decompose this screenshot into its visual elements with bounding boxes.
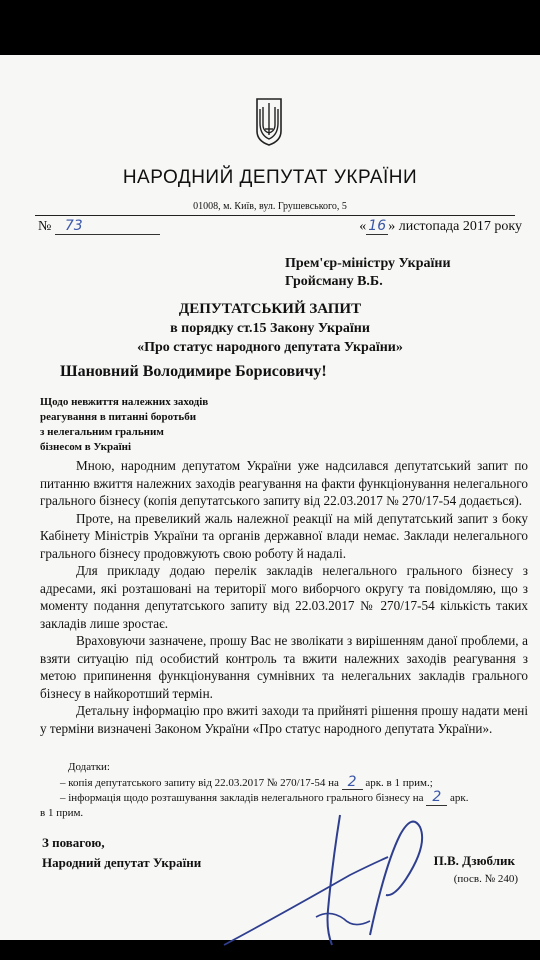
body-paragraph: Проте, на превеликий жаль належної реакції на мій депутатський запит з боку Кабінету Міністрів України та органів державної влади немає. Заклади нелегального грального бізнесу продовжують свою роботу й надалі. <box>40 510 528 561</box>
certificate-number: (посв. № 240) <box>453 873 518 885</box>
subject-line: реагування в питанні боротьби <box>40 411 197 423</box>
request-title: ДЕПУТАТСЬКИЙ ЗАПИТ <box>178 301 362 317</box>
trident-emblem-icon <box>254 95 284 147</box>
closing-title: Народний депутат України <box>42 855 202 870</box>
attachment-text: – копія депутатського запиту від 22.03.2017 № 270/17-54 на <box>60 776 339 789</box>
request-law: «Про статус народного депутата України» <box>137 340 403 355</box>
attachments-label: Додатки: <box>68 761 110 773</box>
outgoing-number <box>38 218 160 235</box>
request-heading <box>0 300 540 357</box>
body-paragraph: Детальну інформацію про вжиті заходи та прийняті рішення прошу надати мені у терміни визначені Законом України «Про статус народного депутата України». <box>40 703 528 736</box>
addressee-block <box>285 255 451 291</box>
body-paragraph: Для прикладу додаю перелік закладів нелегального грального бізнесу з адресами, які розташовані на території мого виборчого округу та повідомляю, що з моменту подання депутатського запиту від 22.03.2017 № 270/17-54 кількість таких закладів лише зростає. <box>40 563 528 631</box>
addressee-name: Гройсману В.Б. <box>285 274 383 289</box>
request-basis: в порядку ст.15 Закону України <box>170 321 370 336</box>
header-divider <box>35 215 515 216</box>
body-paragraph: Враховуючи зазначене, прошу Вас не зволікати з вирішенням даної проблеми, а взяти ситуацію під особистий контроль та вжити належних заходів реагування з метою припинення функціонування сумнівних та нелегальних закладів грального бізнесу в найкоротший термін. <box>40 633 528 701</box>
subject-line: бізнесом в Україні <box>40 441 132 453</box>
subject-line: з нелегальним гральним <box>40 426 164 438</box>
attachment-item <box>40 775 530 791</box>
subject-block <box>40 395 208 455</box>
document-title: НАРОДНИЙ ДЕПУТАТ УКРАЇНИ <box>122 167 418 188</box>
signer-name: П.В. Дзюблик <box>433 853 515 868</box>
body-paragraph: Мною, народним депутатом України уже надсилався депутатський запит по питанню вжиття належних заходів реагування на факти функціонування нелегального грального бізнесу (копія депутатського запиту від 22.03.2017 № 270/17-54 додається). <box>40 458 528 508</box>
attachment-sheets-handwritten: 2 <box>426 790 447 806</box>
closing-regards: З повагою, <box>42 835 105 850</box>
document-date <box>359 218 522 235</box>
greeting: Шановний Володимире Борисовичу! <box>60 363 327 380</box>
addressee-position: Прем'єр-міністру України <box>285 256 451 271</box>
date-day: 16 <box>366 218 388 235</box>
letter-body <box>40 457 528 737</box>
number-prefix: № <box>38 219 52 234</box>
attachment-item <box>40 790 530 806</box>
document-page <box>0 55 540 940</box>
attachment-text: арк. <box>449 792 469 804</box>
attachment-continuation: в 1 прим. <box>40 806 84 819</box>
sender-address: 01008, м. Київ, вул. Грушевського, 5 <box>193 201 347 212</box>
subject-line: Щодо невжиття належних заходів <box>40 396 209 408</box>
closing-block <box>42 833 201 873</box>
date-month-year: » листопада 2017 року <box>388 219 522 234</box>
attachment-text: арк. в 1 прим.; <box>365 776 433 789</box>
attachment-sheets-handwritten: 2 <box>342 775 363 791</box>
number-value: 73 <box>55 218 160 235</box>
date-open-quote: « <box>359 219 367 234</box>
handwritten-signature <box>220 805 450 955</box>
attachment-text: – інформація щодо розташування закладів нелегального грального бізнесу на <box>60 792 424 804</box>
